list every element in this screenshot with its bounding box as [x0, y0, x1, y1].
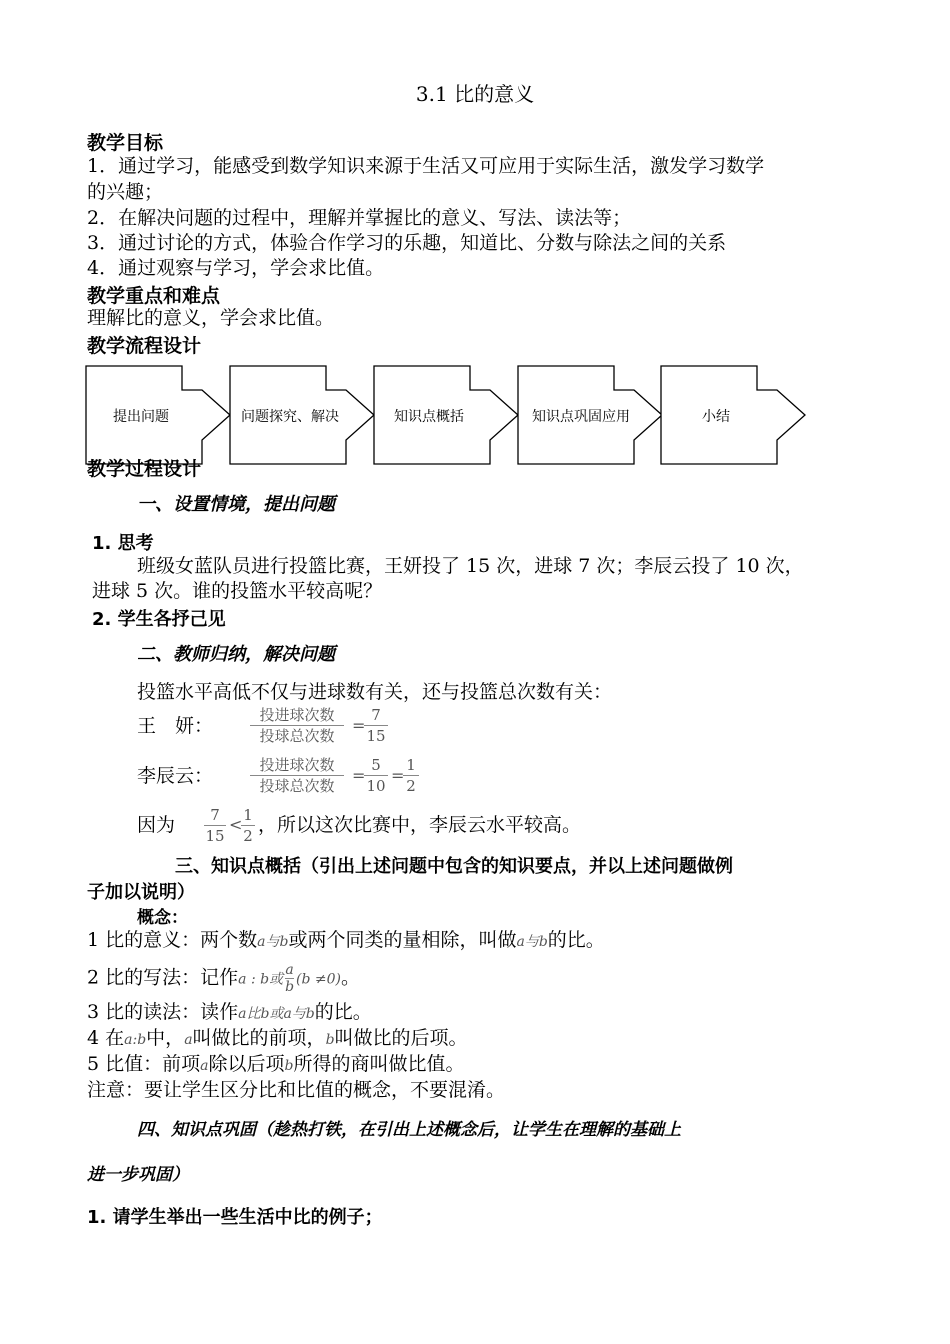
section-3-line2: 子加以说明） [87, 882, 195, 903]
frac-denominator: 投球总次数 [259, 777, 335, 795]
frac-denominator: 投球总次数 [259, 727, 335, 745]
concept-5-a: 5 比值：前项 [87, 1053, 201, 1075]
li-den-1: 10 [366, 777, 386, 795]
summary-text: 投篮水平高低不仅与进球数有关，还与投篮总次数有关： [137, 681, 613, 703]
concept-4 [87, 1026, 468, 1052]
concept-5-b: 除以后项 [208, 1053, 285, 1075]
section-2-heading: 二、教师归纳，解决问题 [137, 644, 335, 665]
compare-fraction-right [241, 805, 255, 846]
concept-2-end: 。 [341, 966, 361, 989]
equals-sign: = [352, 716, 366, 735]
section-4-line2: 进一步巩固） [87, 1165, 189, 1185]
flow-step-4: 知识点巩固应用 [532, 409, 630, 425]
page-title: 3.1 比的意义 [415, 82, 535, 106]
compare-den-right: 2 [243, 827, 253, 845]
compare-fraction-left [204, 805, 226, 846]
flow-heading: 教学流程设计 [87, 335, 202, 357]
math-ratio: a : b或 [238, 971, 284, 988]
equals-sign: = [352, 766, 366, 785]
frac-a: a [285, 962, 294, 978]
li-num-1: 5 [364, 755, 388, 776]
flow-step-3: 知识点概括 [394, 409, 464, 425]
wang-label: 王 妍： [137, 715, 214, 737]
example-item-1: 1. 请学生举出一些生活中比的例子； [87, 1207, 383, 1228]
objective-1-line1: 1．通过学习，能感受到数学知识来源于生活又可应用于实际生活，激发学习数学 [87, 155, 765, 177]
concept-2-a: 2 比的写法：记作 [87, 966, 239, 989]
li-fraction-words [250, 755, 344, 796]
concept-4-b: 中， [146, 1027, 185, 1049]
math-ab: a:b [124, 1032, 147, 1048]
math-a: a [200, 1058, 209, 1074]
objectives-heading: 教学目标 [87, 132, 164, 154]
opinion-label: 2. 学生各抒己见 [92, 609, 226, 630]
concept-2 [87, 962, 360, 995]
objective-4: 4．通过观察与学习，学会求比值。 [87, 257, 385, 279]
concept-1-c: 的比。 [547, 929, 605, 951]
because-label: 因为 [137, 814, 176, 836]
concept-1-a: 1 比的意义：两个数 [87, 929, 258, 951]
concept-3-a: 3 比的读法：读作 [87, 1001, 239, 1023]
li-label: 李辰云： [137, 765, 214, 787]
wang-num: 7 [364, 705, 388, 726]
concept-4-c: 叫做比的前项， [192, 1027, 326, 1049]
concept-5-c: 所得的商叫做比值。 [293, 1053, 465, 1075]
math-b: b [284, 1058, 294, 1074]
flow-step-5: 小结 [702, 409, 730, 425]
compare-num-right: 1 [241, 805, 255, 826]
li-den-2: 2 [406, 777, 416, 795]
compare-den-left: 15 [205, 827, 225, 845]
wang-fraction-value [364, 705, 388, 746]
li-fraction-value-1 [364, 755, 388, 796]
concept-1-b: 或两个同类的量相除，叫做 [288, 929, 517, 951]
concept-label: 概念： [137, 908, 188, 928]
wang-fraction-words [250, 705, 344, 746]
section-4-line1: 四、知识点巩固（趁热打铁，在引出上述概念后，让学生在理解的基础上 [137, 1120, 681, 1140]
math-b: b [325, 1032, 335, 1048]
compare-num-left: 7 [204, 805, 226, 826]
concept-3 [87, 1000, 372, 1026]
think-label: 1. 思考 [92, 533, 154, 554]
math-a-and-b: a与b [516, 934, 548, 950]
keypoints-text: 理解比的意义，学会求比值。 [87, 307, 335, 329]
concept-4-d: 叫做比的后项。 [334, 1027, 468, 1049]
concept-4-a: 4 在 [87, 1027, 125, 1049]
equals-sign: = [391, 766, 405, 785]
math-condition: (b ≠0) [296, 971, 342, 988]
flow-step-2: 问题探究、解决 [241, 409, 339, 425]
frac-numerator: 投进球次数 [250, 705, 344, 726]
keypoints-heading: 教学重点和难点 [87, 285, 221, 307]
math-read: a比b或a与b [238, 1006, 315, 1022]
objective-3: 3．通过讨论的方式，体验合作学习的乐趣，知道比、分数与除法之间的关系 [87, 232, 727, 254]
math-a: a [184, 1032, 193, 1048]
note-text: 注意：要让学生区分比和比值的概念，不要混淆。 [87, 1079, 506, 1101]
think-line1: 班级女蓝队员进行投篮比赛，王妍投了 15 次，进球 7 次；李辰云投了 10 次， [137, 555, 804, 577]
section-3-line1: 三、知识点概括（引出上述问题中包含的知识要点，并以上述问题做例 [175, 856, 733, 877]
frac-b: b [285, 979, 295, 995]
math-a-and-b: a与b [257, 934, 289, 950]
concept-5 [87, 1052, 465, 1078]
conclusion-text: ，所以这次比赛中，李辰云水平较高。 [258, 814, 582, 836]
flow-step-1: 提出问题 [113, 409, 169, 425]
concept-3-end: 的比。 [314, 1001, 372, 1023]
section-1-heading: 一、设置情境，提出问题 [137, 494, 335, 515]
think-line2: 进球 5 次。谁的投篮水平较高呢？ [92, 580, 383, 602]
li-fraction-value-2 [403, 755, 419, 796]
concept-1 [87, 928, 605, 954]
process-heading: 教学过程设计 [87, 458, 202, 480]
objective-2: 2．在解决问题的过程中，理解并掌握比的意义、写法、读法等； [87, 207, 632, 229]
li-num-2: 1 [403, 755, 419, 776]
frac-numerator: 投进球次数 [250, 755, 344, 776]
objective-1-line2: 的兴趣； [87, 181, 164, 203]
wang-den: 15 [366, 727, 386, 745]
less-than-sign: < [229, 815, 243, 834]
math-fraction-ab [285, 962, 294, 995]
